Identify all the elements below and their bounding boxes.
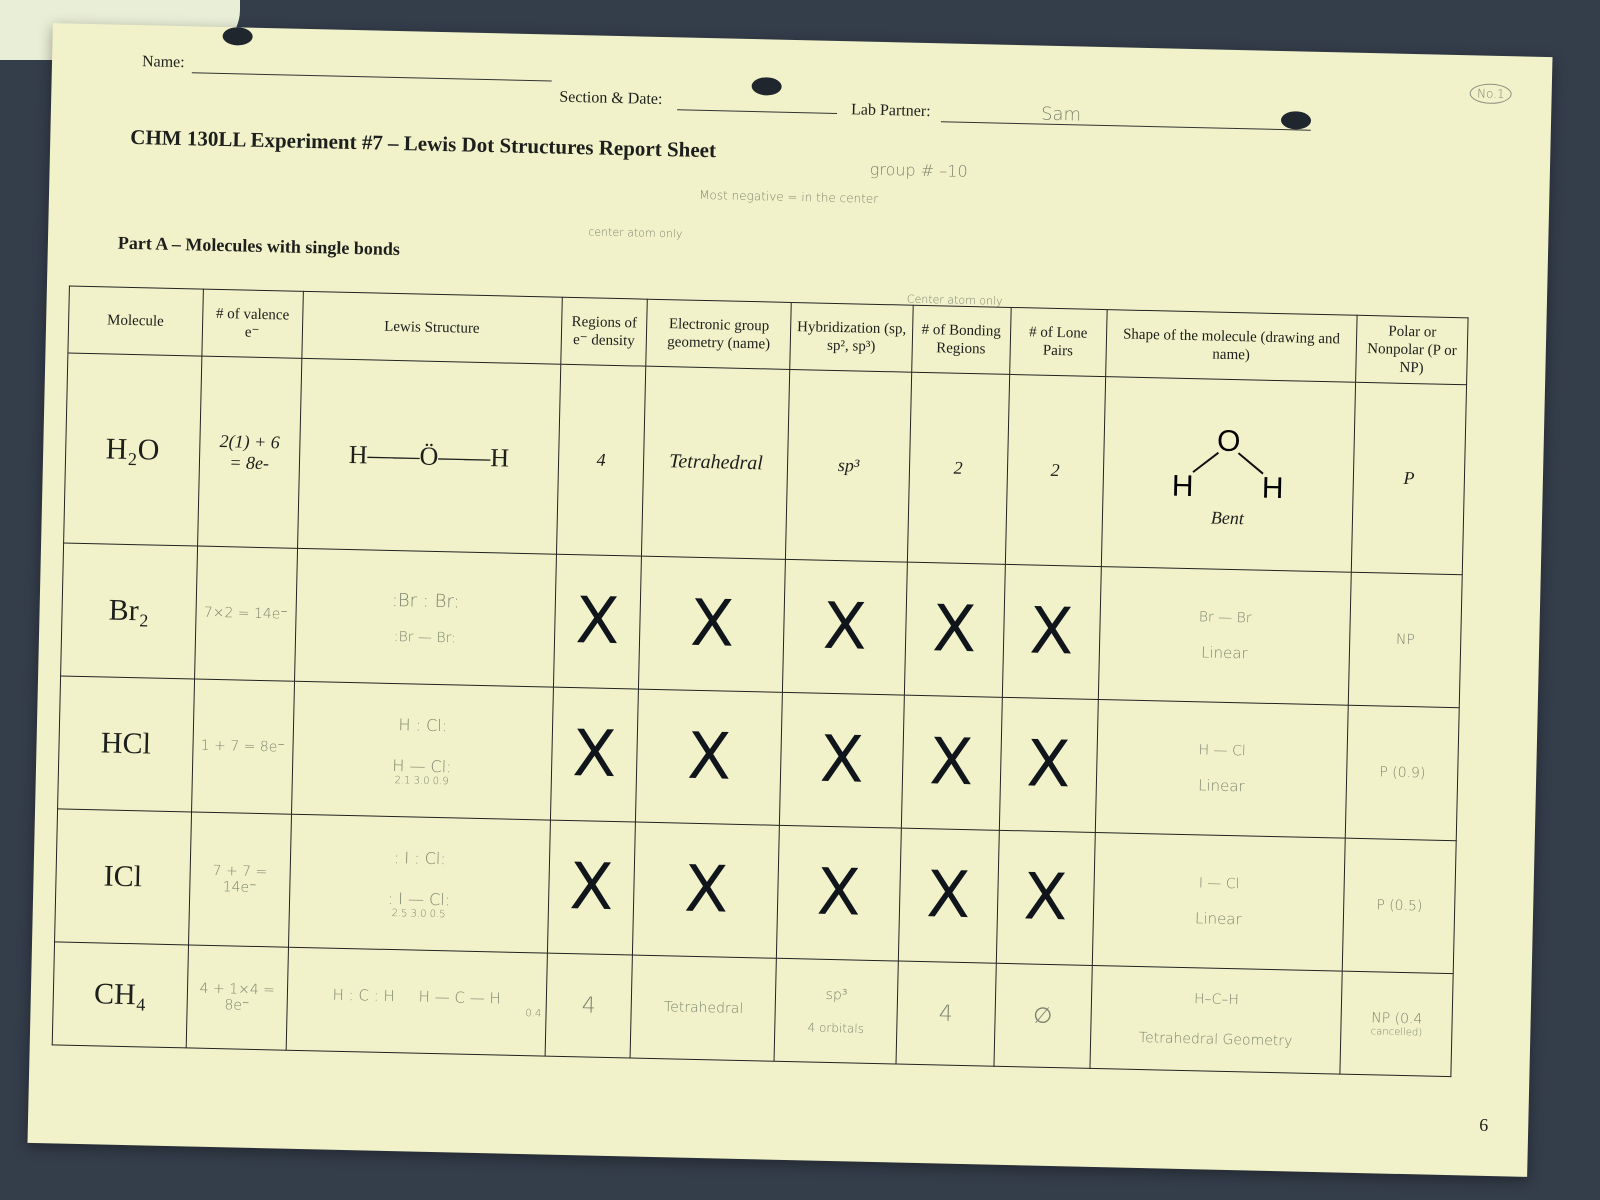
lab-partner-value: Sam: [1040, 103, 1082, 126]
valence-cell: [197, 356, 302, 548]
shape-drawing: H–C–H: [1193, 991, 1240, 1009]
polarity-cell: P: [1352, 382, 1467, 575]
polarity-value: NP (0.4: [1371, 1009, 1423, 1028]
shape-drawing: Br — Br: [1198, 609, 1252, 627]
x-mark: X: [901, 695, 1002, 830]
bent-water-drawing: [1163, 419, 1295, 504]
lewis-cell: [291, 682, 553, 821]
shape-name: Bent: [1210, 507, 1245, 528]
polarity-note: cancelled): [1370, 1025, 1423, 1039]
bonding-cell: 2: [907, 372, 1009, 564]
lewis-bond-line: :Br — Br:: [393, 628, 456, 647]
shape-name: Tetrahedral Geometry: [1138, 1030, 1293, 1050]
section-date-label: Section & Date:: [559, 88, 663, 108]
punch-hole: [222, 27, 252, 46]
shape-name: Linear: [1200, 643, 1248, 663]
lab-partner-label: Lab Partner:: [850, 101, 931, 121]
x-mark: X: [633, 822, 780, 958]
col-header-polarity: Polar or Nonpolar (P or NP): [1356, 315, 1468, 384]
polarity-cell: [1340, 971, 1453, 1076]
x-mark: X: [996, 831, 1095, 966]
section-date-field[interactable]: [677, 109, 837, 114]
x-mark: X: [636, 689, 783, 825]
valence-cell: 4 + 1×4 = 8e⁻: [186, 945, 289, 1050]
svg-text:H: H: [1171, 469, 1195, 503]
lewis-bond-line: : I — Cl:: [387, 888, 451, 910]
x-mark: X: [1002, 565, 1101, 700]
svg-text:H: H: [1261, 471, 1285, 505]
lewis-cell: H——Ö——H: [297, 358, 560, 554]
lewis-dot-line: :Br : Br:: [391, 589, 460, 613]
punch-hole: [751, 77, 781, 96]
col-header-shape: Shape of the molecule (drawing and name): [1105, 310, 1357, 383]
col-header-lone-pairs: # of Lone Pairs: [1009, 307, 1107, 376]
molecule-cell: H₂O: [64, 353, 202, 546]
lone-pairs-cell: ∅: [994, 964, 1092, 1069]
col-header-geometry: Electronic group geometry (name): [646, 299, 792, 369]
shape-cell: [1101, 377, 1356, 573]
molecule-cell: ICl: [55, 809, 192, 945]
molecule-cell: CH₄: [52, 942, 188, 1048]
report-sheet: [27, 23, 1552, 1177]
hybridization-cell: sp³: [786, 369, 911, 562]
table-row: [64, 353, 1467, 575]
valence-line: = 8e-: [229, 451, 270, 473]
lewis-dot-line: : I : Cl:: [393, 847, 446, 869]
x-mark: X: [904, 562, 1005, 697]
x-mark: X: [550, 687, 639, 822]
shape-cell: [1090, 966, 1343, 1074]
polarity-cell: P (0.9): [1345, 705, 1459, 840]
polarity-cell: P (0.5): [1342, 838, 1456, 973]
most-negative-note: Most negative = in the center: [699, 187, 879, 206]
regions-cell: 4: [545, 953, 633, 1058]
shape-cell: [1095, 700, 1349, 839]
electronegativity-note: 2.5 3.0 0.5: [391, 907, 446, 921]
lewis-cell: [286, 947, 547, 1056]
shape-drawing: H — Cl: [1198, 742, 1246, 760]
valence-cell: 7×2 = 14e⁻: [194, 546, 297, 681]
col-header-bonding: # of Bonding Regions: [911, 305, 1011, 374]
lewis-dot-line: H : Cl:: [398, 714, 448, 736]
col-header-valence: # of valence e⁻: [202, 289, 304, 358]
group-note: group # –10: [869, 159, 968, 181]
name-field[interactable]: [192, 72, 552, 81]
hybridization-value: sp³: [825, 987, 848, 1004]
geometry-cell: Tetrahedral: [642, 366, 790, 559]
x-mark: X: [639, 556, 786, 692]
bonding-cell: 4: [896, 961, 996, 1066]
punch-hole: [1281, 111, 1311, 130]
molecule-cell: Br₂: [61, 543, 198, 679]
hybridization-cell: [774, 959, 897, 1064]
valence-cell: 1 + 7 = 8e⁻: [191, 679, 294, 814]
x-mark: X: [777, 826, 901, 962]
lewis-cell: [288, 814, 550, 953]
lewis-bond-line: H — Cl:: [392, 755, 452, 777]
col-header-lewis: Lewis Structure: [302, 291, 562, 364]
valence-line: 2(1) + 6: [219, 430, 280, 453]
molecule-cell: HCl: [58, 676, 195, 812]
lab-partner-field[interactable]: [941, 121, 1311, 130]
valence-cell: 7 + 7 = 14e⁻: [188, 812, 291, 947]
geometry-cell: Tetrahedral: [630, 955, 776, 1061]
electronegativity-note: 0.4: [525, 1007, 542, 1020]
center-atom-note: center atom only: [588, 225, 683, 241]
col-header-molecule: Molecule: [68, 286, 203, 356]
col-header-hybridization: Hybridization (sp, sp², sp³): [790, 302, 913, 372]
lewis-dot-structure: H : C : H: [332, 985, 396, 1005]
shape-drawing: I — Cl: [1198, 875, 1240, 893]
part-a-heading: Part A – Molecules with single bonds: [117, 232, 401, 260]
regions-cell: 4: [556, 364, 646, 556]
shape-name: Linear: [1194, 909, 1242, 929]
center-atom-column-note: Center atom only: [906, 292, 1003, 308]
lone-pairs-cell: 2: [1005, 374, 1105, 566]
polarity-cell: NP: [1349, 572, 1463, 707]
x-mark: X: [898, 828, 999, 963]
lewis-structures-table: [52, 286, 1469, 1078]
page-number: 6: [1479, 1114, 1489, 1135]
page-corner-note: No.1: [1470, 83, 1512, 104]
lewis-cell: [294, 549, 556, 688]
x-mark: X: [783, 560, 907, 696]
svg-text:O: O: [1217, 424, 1242, 458]
x-mark: X: [999, 698, 1098, 833]
shape-cell: [1092, 833, 1346, 972]
shape-cell: [1098, 567, 1352, 706]
x-mark: X: [780, 693, 904, 829]
x-mark: X: [547, 820, 636, 955]
hybridization-note: 4 orbitals: [807, 1020, 865, 1036]
name-label: Name:: [141, 53, 185, 72]
x-mark: X: [553, 554, 642, 689]
report-title: CHM 130LL Experiment #7 – Lewis Dot Structures Report Sheet: [130, 124, 717, 163]
electronegativity-note: 2.1 3.0 0.9: [394, 774, 449, 788]
shape-name: Linear: [1197, 776, 1245, 796]
col-header-regions: Regions of e⁻ density: [561, 297, 648, 366]
lewis-bond-structure: H — C — H: [418, 987, 501, 1008]
